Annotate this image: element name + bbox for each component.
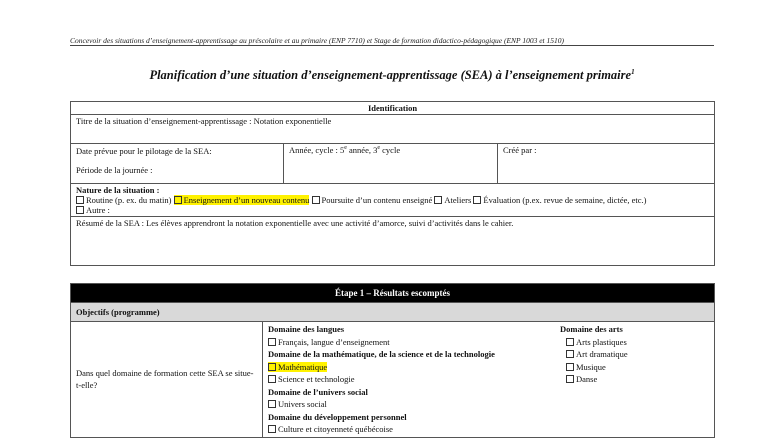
domaine-item-label: Science et technologie <box>278 374 355 384</box>
domaine-item[interactable] <box>268 424 393 434</box>
arts-item[interactable] <box>566 374 597 384</box>
checkbox-icon[interactable] <box>268 338 276 346</box>
domaine-item-label: Français, langue d’enseignement <box>278 336 390 347</box>
periode-label: Période de la journée : <box>76 164 153 175</box>
nature-option-label: Enseignement d’un nouveau contenu <box>183 195 310 205</box>
nature-option-label: Ateliers <box>444 195 472 205</box>
checkbox-icon[interactable] <box>268 425 276 433</box>
domaine-item-row <box>268 373 560 386</box>
domaines-cell <box>263 322 715 438</box>
checkbox-icon[interactable] <box>76 206 84 214</box>
date-periode-cell <box>71 144 284 184</box>
domaine-item-label: Univers social <box>278 399 327 409</box>
identification-heading: Identification <box>71 102 715 115</box>
nature-option[interactable] <box>312 195 433 205</box>
checkbox-icon[interactable] <box>473 196 481 204</box>
arts-item-row <box>560 336 628 349</box>
annee-cycle-mid: année, 3 <box>346 145 378 155</box>
annee-cycle-end: cycle <box>380 145 401 155</box>
domaine-item[interactable] <box>268 337 390 347</box>
title-footnote: 1 <box>631 68 635 76</box>
arts-item-row <box>560 348 628 361</box>
domaine-item[interactable] <box>268 374 354 384</box>
nature-cell <box>71 184 715 217</box>
document-title <box>70 68 714 83</box>
arts-item[interactable] <box>566 337 627 347</box>
nature-options <box>76 195 647 205</box>
domaine-arts <box>560 323 628 436</box>
cycle-sup: e <box>377 145 381 152</box>
titre-situation: Titre de la situation d’enseignement-apprentissage : Notation exponentielle <box>71 115 715 144</box>
checkbox-icon[interactable] <box>268 363 276 371</box>
checkbox-icon[interactable] <box>566 338 574 346</box>
header-rule <box>70 45 714 46</box>
nature-option[interactable] <box>76 195 171 205</box>
arts-item-label: Danse <box>576 374 598 384</box>
arts-item[interactable] <box>566 362 606 372</box>
checkbox-icon[interactable] <box>268 375 276 383</box>
domaine-item-label: Mathématique <box>278 361 328 372</box>
annee-cycle-label: Année, cycle : 5 <box>289 145 345 155</box>
cree-par-cell: Créé par : <box>498 144 715 184</box>
domaines-left <box>268 323 560 436</box>
domaine-title: Domaine de l’univers social <box>268 386 368 397</box>
etape1-heading: Étape 1 – Résultats escomptés <box>71 284 715 303</box>
domaine-question: Dans quel domaine de formation cette SEA se situe-t-elle? <box>71 322 263 438</box>
nature-option-label: Poursuite d’un contenu enseigné <box>321 195 433 205</box>
domaine-title: Domaine du développement personnel <box>268 411 407 422</box>
objectifs-label: Objectifs (programme) <box>71 303 715 322</box>
checkbox-icon[interactable] <box>268 400 276 408</box>
checkbox-icon[interactable] <box>566 363 574 371</box>
nature-option[interactable] <box>174 195 310 205</box>
arts-item-label: Arts plastiques <box>576 336 627 347</box>
autre-label: Autre : <box>86 205 110 215</box>
domaine-item-label: Culture et citoyenneté québécoise <box>278 424 393 434</box>
annee-cycle-cell <box>284 144 498 184</box>
nature-label: Nature de la situation : <box>76 185 160 195</box>
checkbox-icon[interactable] <box>174 196 182 204</box>
arts-title: Domaine des arts <box>560 324 623 334</box>
nature-option[interactable] <box>434 195 471 205</box>
etape1-table <box>70 283 715 438</box>
arts-item-row <box>560 373 628 386</box>
checkbox-icon[interactable] <box>566 375 574 383</box>
checkbox-icon[interactable] <box>434 196 442 204</box>
nature-option-label: Routine (p. ex. du matin) <box>86 195 172 205</box>
running-header: Concevoir des situations d’enseignement-apprentissage au préscolaire et au primaire (ENP 7710) et Stage de formation didactico-pédagogique (ENP 1003 et 1510) <box>70 36 565 45</box>
identification-table <box>70 101 715 266</box>
date-prevue-label: Date prévue pour le pilotage de la SEA: <box>76 146 212 156</box>
nature-option[interactable] <box>473 195 646 205</box>
arts-item-label: Art dramatique <box>576 349 628 359</box>
checkbox-icon[interactable] <box>312 196 320 204</box>
domaine-title: Domaine des langues <box>268 324 345 334</box>
domaine-item-row <box>268 423 560 436</box>
checkbox-icon[interactable] <box>566 350 574 358</box>
domaine-item-row <box>268 336 560 349</box>
domaine-title: Domaine de la mathématique, de la science et de la technologie <box>268 349 495 359</box>
arts-items <box>560 336 628 386</box>
nature-autre-option[interactable] <box>76 205 110 215</box>
checkbox-icon[interactable] <box>76 196 84 204</box>
nature-option-label: Évaluation (p.ex. revue de semaine, dictée, etc.) <box>483 195 647 205</box>
resume-cell: Résumé de la SEA : Les élèves apprendront la notation exponentielle avec une activité d’amorce, suivi d’activités dans le cahier. <box>71 217 715 266</box>
arts-item-row <box>560 361 628 374</box>
document-title-text: Planification d’une situation d’enseignement-apprentissage (SEA) à l’enseignement primaire <box>149 68 632 83</box>
arts-item[interactable] <box>566 349 628 359</box>
domaine-item[interactable] <box>268 362 327 372</box>
domaine-item-row <box>268 361 560 374</box>
annee-sup: e <box>344 145 347 152</box>
arts-item-label: Musique <box>576 361 606 372</box>
domaine-item[interactable] <box>268 399 327 409</box>
domaine-item-row <box>268 398 560 411</box>
